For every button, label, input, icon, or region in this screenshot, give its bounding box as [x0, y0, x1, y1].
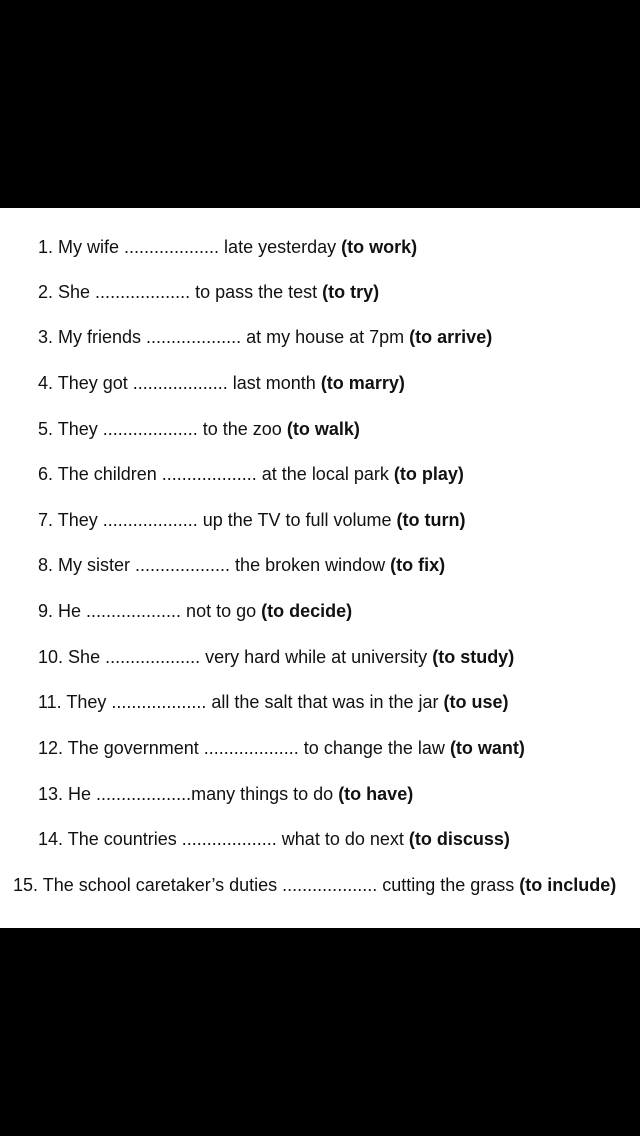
exercise-item-14 — [38, 828, 634, 851]
item-verb-hint: (to work) — [341, 237, 418, 257]
exercise-item-11 — [38, 691, 634, 714]
item-sentence: The government ................... to change the law — [67, 738, 445, 758]
exercise-item-5 — [38, 418, 634, 441]
exercise-item-2 — [38, 281, 634, 304]
item-sentence: My friends ................... at my house at 7pm — [58, 327, 405, 347]
item-sentence: They ................... to the zoo — [57, 419, 282, 439]
item-sentence: They ................... up the TV to full volume — [57, 510, 392, 530]
exercise-item-13 — [38, 783, 634, 806]
item-sentence: The school caretaker’s duties ................... cutting the grass — [42, 875, 515, 895]
item-verb-hint: (to study) — [432, 647, 515, 667]
item-verb-hint: (to play) — [393, 464, 464, 484]
bottom-letterbox — [0, 928, 640, 1136]
item-sentence: They ................... all the salt that was in the jar — [66, 692, 439, 712]
item-number: 3. — [38, 327, 54, 347]
item-sentence: The countries ................... what to do next — [67, 829, 404, 849]
item-verb-hint: (to want) — [449, 738, 525, 758]
item-sentence: He ................... not to go — [58, 601, 257, 621]
item-sentence: He ...................many things to do — [68, 784, 334, 804]
item-number: 5. — [38, 419, 54, 439]
item-number: 1. — [38, 237, 54, 257]
item-number: 11. — [38, 692, 62, 712]
worksheet — [0, 208, 640, 928]
item-verb-hint: (to marry) — [320, 373, 405, 393]
item-number: 7. — [38, 510, 54, 530]
item-verb-hint: (to arrive) — [409, 327, 493, 347]
item-sentence: She ................... very hard while at university — [68, 647, 428, 667]
exercise-item-15 — [13, 874, 629, 897]
item-verb-hint: (to discuss) — [408, 829, 510, 849]
item-number: 4. — [38, 373, 54, 393]
item-number: 2. — [38, 282, 54, 302]
item-verb-hint: (to use) — [443, 692, 509, 712]
item-sentence: She ................... to pass the test — [58, 282, 318, 302]
exercise-item-1 — [38, 236, 634, 259]
item-number: 13. — [38, 784, 64, 804]
item-verb-hint: (to decide) — [261, 601, 353, 621]
item-number: 6. — [38, 464, 54, 484]
exercise-item-6 — [38, 463, 634, 486]
item-number: 10. — [38, 647, 64, 667]
item-verb-hint: (to walk) — [286, 419, 360, 439]
item-number: 8. — [38, 555, 54, 575]
exercise-item-3 — [38, 326, 634, 349]
item-verb-hint: (to turn) — [396, 510, 466, 530]
exercise-item-10 — [38, 646, 634, 669]
item-sentence: The children ................... at the local park — [57, 464, 389, 484]
exercise-item-7 — [38, 509, 634, 532]
item-sentence: My wife ................... late yesterday — [58, 237, 337, 257]
item-verb-hint: (to try) — [322, 282, 380, 302]
item-number: 9. — [38, 601, 54, 621]
top-letterbox — [0, 0, 640, 208]
item-number: 12. — [38, 738, 64, 758]
exercise-item-9 — [38, 600, 634, 623]
exercise-item-4 — [38, 372, 634, 395]
item-sentence: My sister ................... the broken window — [58, 555, 386, 575]
exercise-item-8 — [38, 554, 634, 577]
item-sentence: They got ................... last month — [57, 373, 321, 393]
item-verb-hint: (to fix) — [390, 555, 446, 575]
item-number: 14. — [38, 829, 64, 849]
item-verb-hint: (to have) — [338, 784, 414, 804]
item-verb-hint: (to include) — [519, 875, 617, 895]
exercise-item-12 — [38, 737, 634, 760]
